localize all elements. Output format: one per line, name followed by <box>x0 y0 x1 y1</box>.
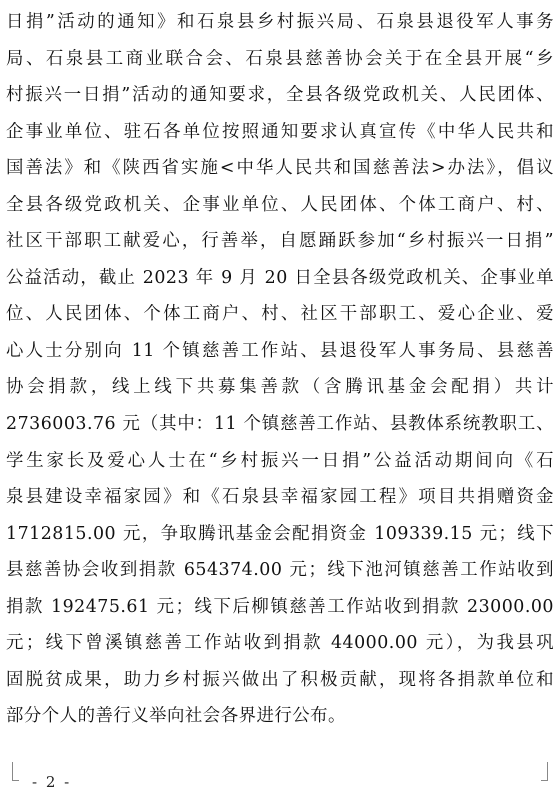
text-line: 学生家长及爱心人士在“乡村振兴一日捐”公益活动期间向《石 <box>6 450 554 471</box>
text-line: 心人士分别向 11 个镇慈善工作站、县退役军人事务局、县慈善 <box>6 340 554 361</box>
text-line: 固脱贫成果，助力乡村振兴做出了积极贡献，现将各捐款单位和 <box>6 669 554 690</box>
text-line: 1712815.00 元，争取腾讯基金会配捐资金 109339.15 元；线下 <box>6 523 554 544</box>
text-line: 位、人民团体、个体工商户、村、社区干部职工、爱心企业、爱 <box>6 304 554 325</box>
text-line: 协会捐款，线上线下共募集善款（含腾讯基金会配捐）共计 <box>6 377 554 398</box>
text-line: 国善法》和《陕西省实施<中华人民共和国慈善法>办法》，倡议 <box>6 158 554 179</box>
text-line: 社区干部职工献爱心，行善举，自愿踊跃参加“乡村振兴一日捐” <box>6 231 554 252</box>
text-line: 全县各级党政机关、企事业单位、人民团体、个体工商户、村、 <box>6 194 554 215</box>
crop-mark-left <box>12 762 19 781</box>
text-line: 捐款 192475.61 元；线下后柳镇慈善工作站收到捐款 23000.00 <box>6 596 554 617</box>
text-line: 泉县建设幸福家园》和《石泉县幸福家园工程》项目共捐赠资金 <box>6 487 554 508</box>
text-line: 元；线下曾溪镇慈善工作站收到捐款 44000.00 元），为我县巩 <box>6 633 554 654</box>
text-line: 2736003.76 元（其中：11 个镇慈善工作站、县教体系统教职工、 <box>6 414 554 435</box>
body-paragraph <box>6 4 554 735</box>
text-line: 企事业单位、驻石各单位按照通知要求认真宣传《中华人民共和 <box>6 121 554 142</box>
page-number: - 2 - <box>32 773 72 791</box>
text-line: 村振兴一日捐”活动的通知要求，全县各级党政机关、人民团体、 <box>6 85 554 106</box>
text-line: 县慈善协会收到捐款 654374.00 元；线下池河镇慈善工作站收到 <box>6 560 554 581</box>
text-line: 日捐”活动的通知》和石泉县乡村振兴局、石泉县退役军人事务 <box>6 12 554 32</box>
text-line: 公益活动，截止 2023 年 9 月 20 日全县各级党政机关、企事业单 <box>6 267 554 288</box>
text-line: 部分个人的善行义举向社会各界进行公布。 <box>6 706 346 727</box>
crop-mark-right <box>541 762 548 781</box>
text-line: 局、石泉县工商业联合会、石泉县慈善协会关于在全县开展“乡 <box>6 48 554 69</box>
